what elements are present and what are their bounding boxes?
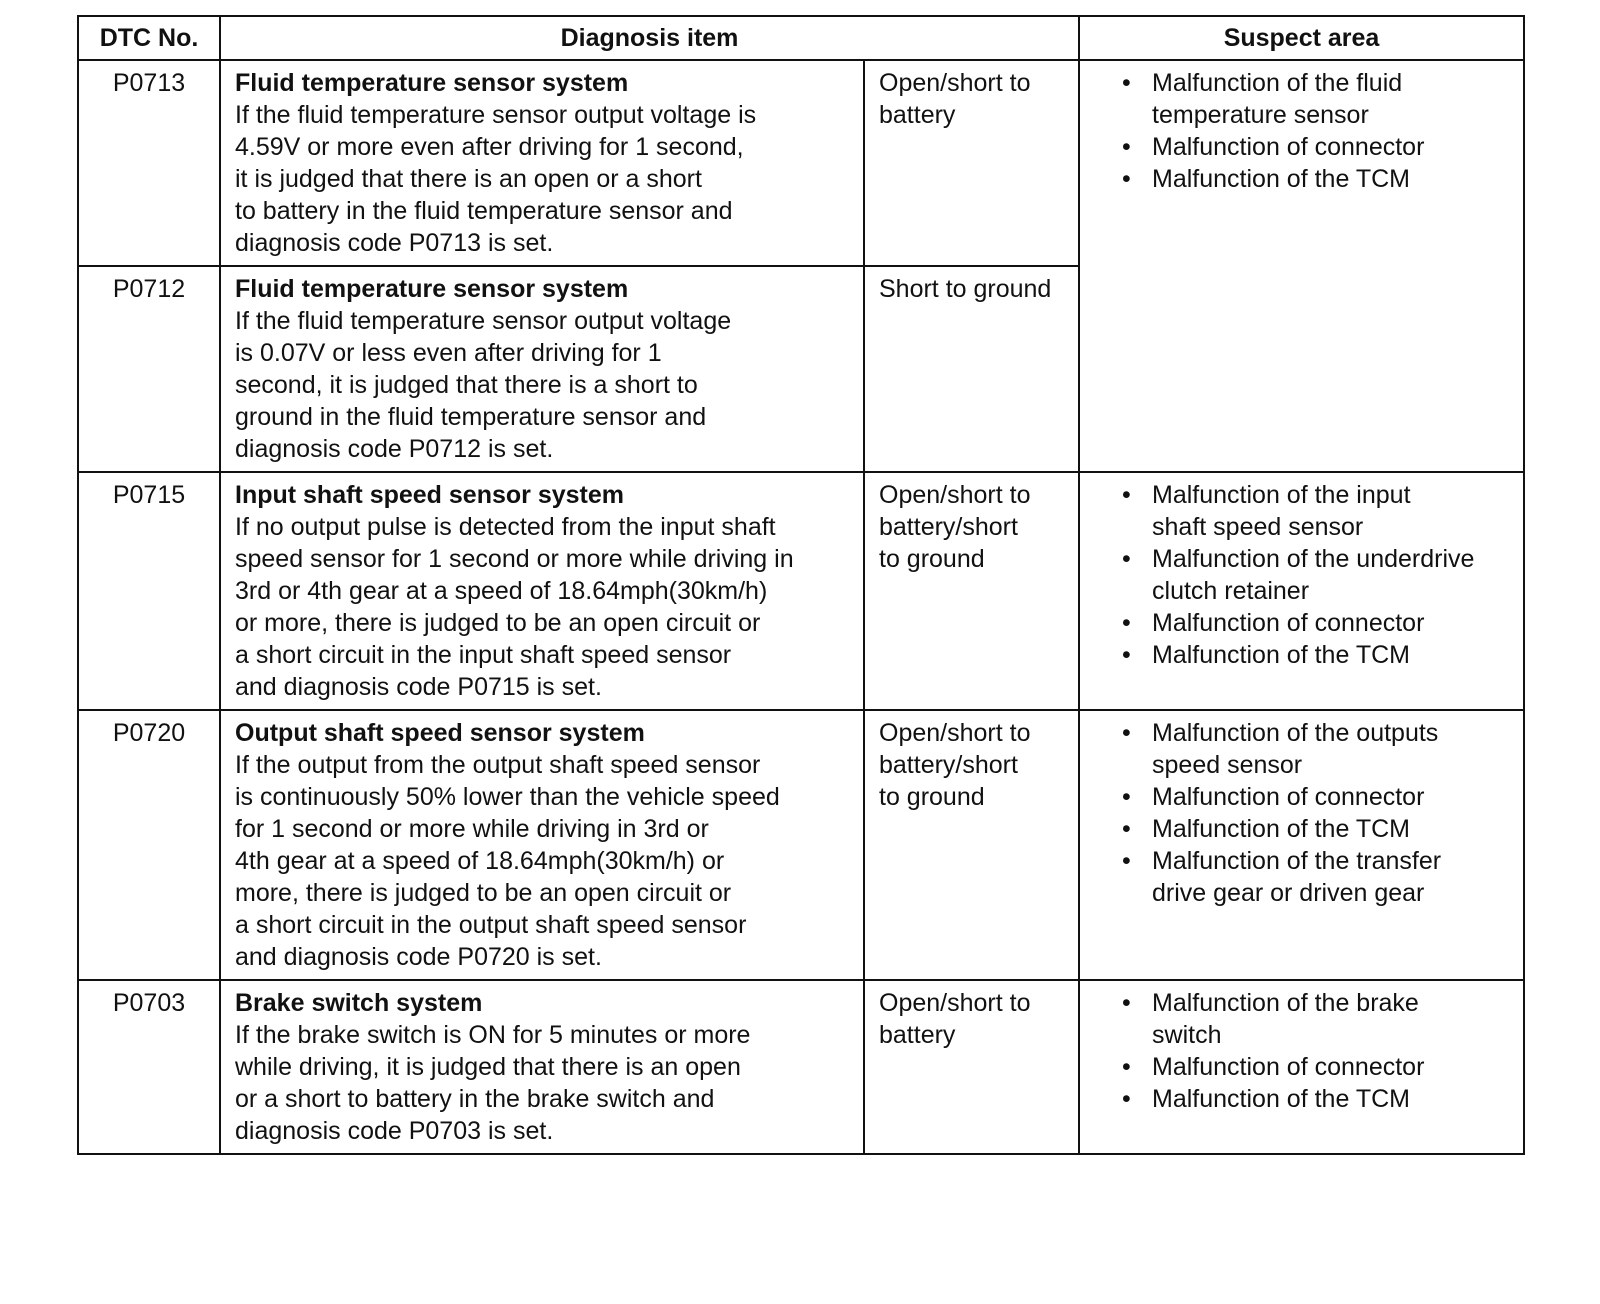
suspect-list <box>1094 479 1511 671</box>
suspect-list <box>1094 987 1511 1115</box>
suspect-area-cell <box>1079 710 1524 980</box>
fault-condition: Open/short to battery/short to ground <box>864 710 1079 980</box>
table-row <box>78 710 1524 980</box>
suspect-item: • Malfunction of connector <box>1122 607 1511 639</box>
dtc-table <box>77 15 1525 1155</box>
dtc-code: P0712 <box>78 266 220 472</box>
fault-condition: Open/short to battery <box>864 60 1079 266</box>
suspect-list <box>1094 67 1511 195</box>
diagnosis-title: Fluid temperature sensor system <box>235 275 629 303</box>
diagnosis-description: If the brake switch is ON for 5 minutes or more while driving, it is judged that there is an open or a short to battery in the brake switch and diagnosis code P0703 is set. <box>235 1021 751 1145</box>
diagnosis-item-cell <box>220 60 864 266</box>
suspect-item: • Malfunction of the underdrive clutch retainer <box>1122 543 1511 607</box>
suspect-item: • Malfunction of the outputs speed sensor <box>1122 717 1511 781</box>
fault-condition: Open/short to battery <box>864 980 1079 1154</box>
suspect-area-cell <box>1079 980 1524 1154</box>
dtc-code: P0715 <box>78 472 220 710</box>
diagnosis-title: Input shaft speed sensor system <box>235 481 625 509</box>
diagnosis-title: Output shaft speed sensor system <box>235 719 645 747</box>
table-row <box>78 980 1524 1154</box>
diagnosis-item-cell <box>220 472 864 710</box>
suspect-item: • Malfunction of the brake switch <box>1122 987 1511 1051</box>
header-dtc-no: DTC No. <box>78 16 220 60</box>
fault-condition: Short to ground <box>864 266 1079 472</box>
header-suspect-area: Suspect area <box>1079 16 1524 60</box>
suspect-area-cell <box>1079 472 1524 710</box>
table-row <box>78 60 1524 266</box>
header-row <box>78 16 1524 60</box>
suspect-item: • Malfunction of the TCM <box>1122 639 1511 671</box>
diagnosis-title: Brake switch system <box>235 989 483 1017</box>
diagnosis-description: If the output from the output shaft speed sensor is continuously 50% lower than the vehicle speed for 1 second or more while driving in 3rd or 4th gear at a speed of 18.64mph(30km/h) or more, there is judged to be an open circuit or a short circuit in the output shaft speed sensor and diagnosis code P0720 is set. <box>235 751 780 971</box>
diagnosis-item-cell <box>220 980 864 1154</box>
header-diagnosis-item: Diagnosis item <box>220 16 1079 60</box>
suspect-list <box>1094 717 1511 909</box>
suspect-item: • Malfunction of connector <box>1122 781 1511 813</box>
diagnosis-item-cell <box>220 710 864 980</box>
suspect-area-cell <box>1079 60 1524 472</box>
dtc-code: P0720 <box>78 710 220 980</box>
diagnosis-description: If the fluid temperature sensor output voltage is 0.07V or less even after driving for 1 second, it is judged that there is a short to ground in the fluid temperature sensor and diagnosis code P0712 is set. <box>235 307 732 463</box>
diagnosis-description: If the fluid temperature sensor output voltage is 4.59V or more even after driving for 1 second, it is judged that there is an open or a short to battery in the fluid temperature sensor and diagnosis code P0713 is set. <box>235 101 757 257</box>
suspect-item: • Malfunction of the transfer drive gear or driven gear <box>1122 845 1511 909</box>
suspect-item: • Malfunction of the TCM <box>1122 813 1511 845</box>
suspect-item: • Malfunction of connector <box>1122 1051 1511 1083</box>
suspect-item: • Malfunction of connector <box>1122 131 1511 163</box>
suspect-item: • Malfunction of the fluid temperature sensor <box>1122 67 1511 131</box>
table-row <box>78 472 1524 710</box>
suspect-item: • Malfunction of the input shaft speed sensor <box>1122 479 1511 543</box>
fault-condition: Open/short to battery/short to ground <box>864 472 1079 710</box>
diagnosis-description: If no output pulse is detected from the input shaft speed sensor for 1 second or more while driving in 3rd or 4th gear at a speed of 18.64mph(30km/h) or more, there is judged to be an open circuit or a short circuit in the input shaft speed sensor and diagnosis code P0715 is set. <box>235 513 794 701</box>
dtc-code: P0703 <box>78 980 220 1154</box>
dtc-code: P0713 <box>78 60 220 266</box>
suspect-item: • Malfunction of the TCM <box>1122 1083 1511 1115</box>
diagnosis-title: Fluid temperature sensor system <box>235 69 629 97</box>
diagnosis-item-cell <box>220 266 864 472</box>
suspect-item: • Malfunction of the TCM <box>1122 163 1511 195</box>
